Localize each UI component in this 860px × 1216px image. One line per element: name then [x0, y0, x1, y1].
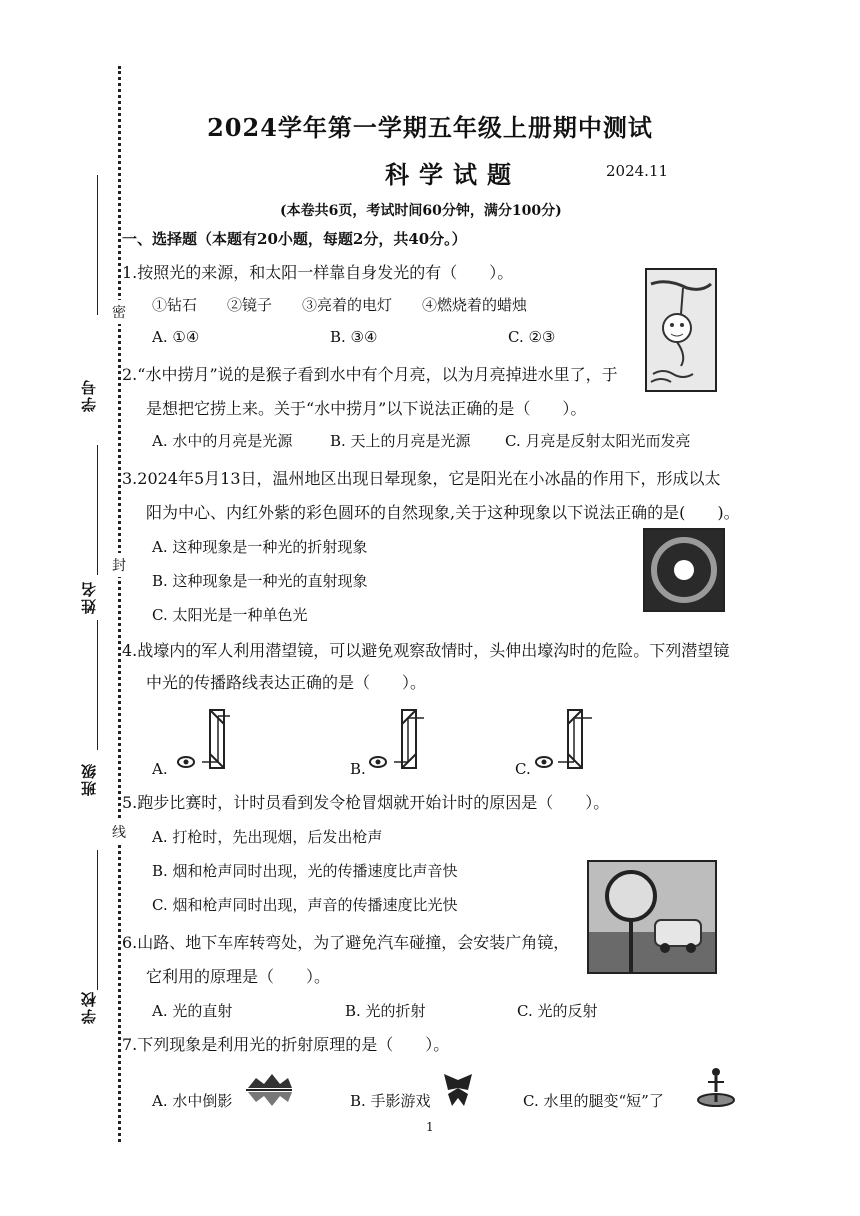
q4-option-c: C. [515, 760, 531, 778]
q2-stem-line2: 是想把它捞上来。关于“水中捞月”以下说法正确的是（ ）。 [146, 399, 587, 418]
q3-option-b: B. 这种现象是一种光的直射现象 [152, 572, 368, 590]
hand-shadow-butterfly-icon [442, 1072, 474, 1110]
q3-option-a: A. 这种现象是一种光的折射现象 [152, 538, 368, 556]
q4-option-a: A. [152, 760, 168, 778]
q4-stem-line2: 中光的传播路线表达正确的是（ ）。 [146, 673, 427, 692]
leg-in-water-icon [694, 1066, 738, 1110]
q1-items: ①钻石 ②镜子 ③亮着的电灯 ④燃烧着的蜡烛 [152, 296, 528, 314]
q2-option-c: C. 月亮是反射太阳光而发亮 [505, 432, 691, 450]
q3-stem-line2: 阳为中心、内红外紫的彩色圆环的自然现象,关于这种现象以下说法正确的是( )。 [146, 503, 740, 522]
name-line [97, 445, 98, 575]
q6-stem-line1: 6.山路、地下车库转弯处，为了避免汽车碰撞，会安装广角镜， [122, 933, 570, 952]
q6-option-b: B. 光的折射 [345, 1002, 426, 1020]
exam-title: 2024学年第一学期五年级上册期中测试 [207, 113, 653, 142]
q1-option-a: A. ①④ [152, 328, 200, 346]
q4-option-b: B. [350, 760, 366, 778]
periscope-diagram-c [534, 708, 596, 772]
q7-option-a: A. 水中倒影 [152, 1092, 233, 1110]
q1-stem: 1.按照光的来源，和太阳一样靠自身发光的有（ ）。 [122, 263, 514, 282]
periscope-diagram-b [366, 708, 428, 772]
student-id-label: 学号 [80, 378, 98, 412]
q3-option-c: C. 太阳光是一种单色光 [152, 606, 308, 624]
q5-stem: 5.跑步比赛时，计时员看到发令枪冒烟就开始计时的原因是（ ）。 [122, 793, 610, 812]
seal-char-mi: 密 [112, 300, 126, 324]
q6-stem-line2: 它利用的原理是（ ）。 [146, 967, 331, 986]
water-reflection-icon [244, 1070, 294, 1110]
monkey-illustration [645, 268, 717, 392]
periscope-diagram-a [172, 708, 234, 772]
q7-option-b: B. 手影游戏 [350, 1092, 431, 1110]
q7-stem: 7.下列现象是利用光的折射原理的是（ ）。 [122, 1035, 450, 1054]
class-label: 班级 [80, 762, 98, 796]
q7-option-c: C. 水里的腿变“短”了 [523, 1092, 664, 1110]
exam-note: (本卷共6页，考试时间60分钟，满分100分) [280, 203, 562, 219]
q2-stem-line1: 2.“水中捞月”说的是猴子看到水中有个月亮，以为月亮掉进水里了，于 [122, 365, 618, 384]
school-line [97, 850, 98, 990]
exam-subtitle: 科学试题 [385, 160, 521, 189]
name-label: 姓名 [80, 580, 98, 614]
q5-option-c: C. 烟和枪声同时出现，声音的传播速度比光快 [152, 896, 458, 914]
section-heading: 一、选择题（本题有20小题，每题2分，共40分。） [122, 230, 467, 248]
q2-option-a: A. 水中的月亮是光源 [152, 432, 293, 450]
q2-option-b: B. 天上的月亮是光源 [330, 432, 471, 450]
q5-option-b: B. 烟和枪声同时出现，光的传播速度比声音快 [152, 862, 458, 880]
q6-option-a: A. 光的直射 [152, 1002, 233, 1020]
student-id-line [97, 175, 98, 315]
class-line [97, 620, 98, 750]
q1-option-b: B. ③④ [330, 328, 378, 346]
q5-option-a: A. 打枪时，先出现烟，后发出枪声 [152, 828, 383, 846]
exam-date: 2024.11 [606, 162, 669, 180]
q1-option-c: C. ②③ [508, 328, 556, 346]
q6-option-c: C. 光的反射 [517, 1002, 598, 1020]
q3-stem-line1: 3.2024年5月13日，温州地区出现日晕现象，它是阳光在小冰晶的作用下，形成以太 [122, 469, 721, 488]
solar-halo-photo [643, 528, 725, 612]
seal-char-xian: 线 [112, 820, 126, 844]
seal-char-feng: 封 [112, 553, 126, 577]
convex-mirror-photo [587, 860, 717, 974]
page-number: 1 [426, 1120, 434, 1134]
q4-stem-line1: 4.战壕内的军人利用潜望镜，可以避免观察敌情时，头伸出壕沟时的危险。下列潜望镜 [122, 641, 730, 660]
binding-dotted-line [118, 66, 121, 1142]
school-label: 学校 [80, 990, 98, 1024]
